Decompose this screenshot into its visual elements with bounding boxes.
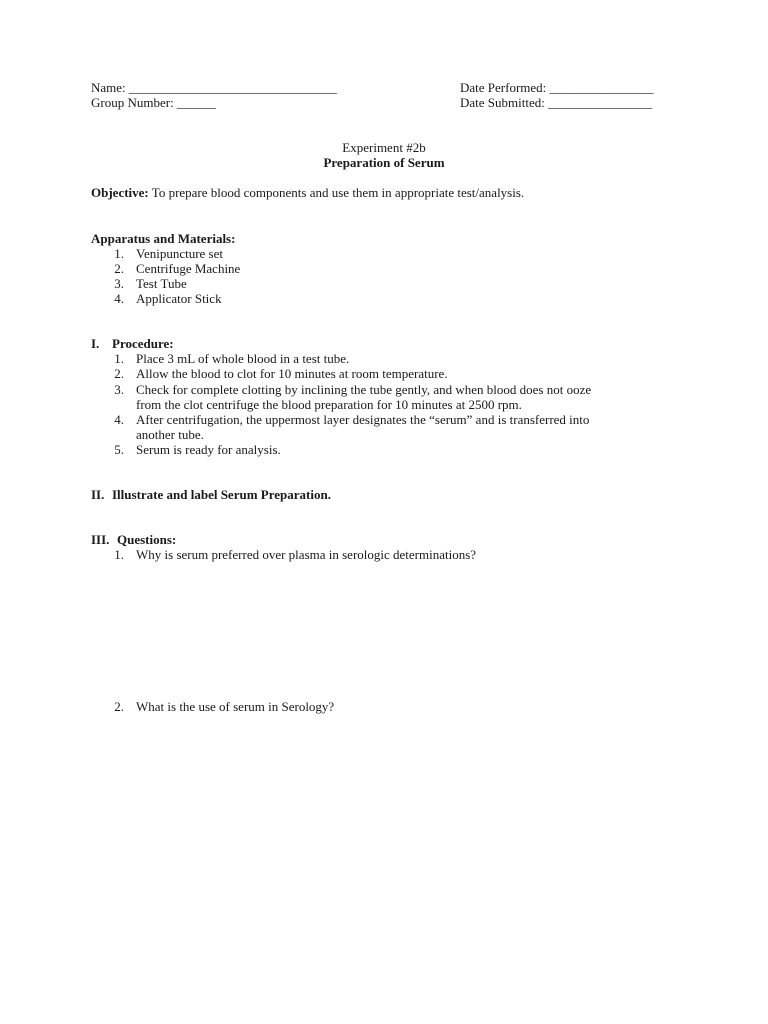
list-item-number: 3. [114,276,124,291]
procedure-step: Allow the blood to clot for 10 minutes at room temperature. [136,366,448,381]
date-submitted-field: Date Submitted: ________________ [460,95,653,110]
name-field: Name: ________________________________ [91,80,337,95]
procedure-step: Serum is ready for analysis. [136,442,281,457]
apparatus-heading: Apparatus and Materials: [91,231,236,246]
objective [91,185,524,200]
date-performed-field: Date Performed: ________________ [460,80,654,95]
list-item-number: 4. [114,412,124,427]
list-item-number: 2. [114,699,124,714]
list-item-number: 5. [114,442,124,457]
group-number-field: Group Number: ______ [91,95,216,110]
procedure-step: After centrifugation, the uppermost layer designates the “serum” and is transferred into [136,412,590,427]
procedure-step-continued: from the clot centrifuge the blood preparation for 10 minutes at 2500 rpm. [136,397,522,412]
list-item-number: 2. [114,261,124,276]
questions-numeral: III. [91,532,110,547]
objective-text: To prepare blood components and use them in appropriate test/analysis. [148,185,525,200]
list-item-number: 1. [114,246,124,261]
procedure-step: Check for complete clotting by inclining the tube gently, and when blood does not ooze [136,382,592,397]
apparatus-item: Test Tube [136,276,187,291]
procedure-step-continued: another tube. [136,427,204,442]
list-item-number: 3. [114,382,124,397]
apparatus-item: Applicator Stick [136,291,222,306]
list-item-number: 4. [114,291,124,306]
list-item-number: 1. [114,351,124,366]
list-item-number: 1. [114,547,124,562]
illustrate-heading: Illustrate and label Serum Preparation. [112,487,331,502]
question: Why is serum preferred over plasma in serologic determinations? [136,547,477,562]
procedure-heading: Procedure: [112,336,174,351]
experiment-number: Experiment #2b [342,140,426,155]
list-item-number: 2. [114,366,124,381]
objective-label: Objective: [91,185,149,200]
illustrate-numeral: II. [91,487,105,502]
questions-heading: Questions: [117,532,177,547]
procedure-numeral: I. [91,336,100,351]
apparatus-item: Centrifuge Machine [136,261,241,276]
question: What is the use of serum in Serology? [136,699,335,714]
experiment-title: Preparation of Serum [323,155,445,170]
procedure-step: Place 3 mL of whole blood in a test tube. [136,351,350,366]
apparatus-item: Venipuncture set [136,246,224,261]
